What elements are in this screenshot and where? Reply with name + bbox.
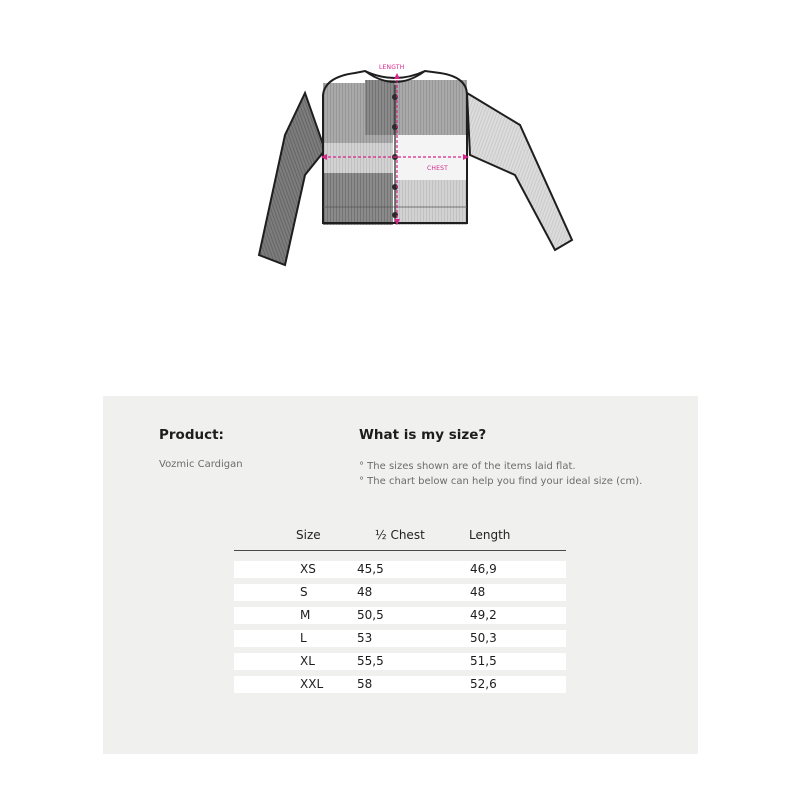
cell-size: M (300, 608, 311, 622)
product-name: Vozmic Cardigan (159, 459, 243, 470)
cell-chest: 55,5 (357, 654, 384, 668)
cardigan-illustration (245, 55, 585, 280)
cell-length: 51,5 (470, 654, 497, 668)
length-label: LENGTH (379, 64, 405, 71)
body-panel-left-mid (323, 143, 393, 173)
cell-size: XXL (300, 677, 324, 691)
size-note: ° The sizes shown are of the items laid flat. (359, 461, 576, 472)
chest-label: CHEST (427, 165, 448, 172)
header-length: Length (469, 528, 511, 542)
cell-size: XL (300, 654, 315, 668)
size-note: ° The chart below can help you find your ideal size (cm). (359, 476, 643, 487)
header-size: Size (296, 528, 321, 542)
table-header (234, 528, 566, 551)
product-heading: Product: (159, 427, 224, 443)
cell-size: XS (300, 562, 316, 576)
table-row (234, 561, 566, 578)
size-table (234, 528, 566, 699)
cell-chest: 53 (357, 631, 373, 645)
body-panel-right-top (395, 80, 467, 135)
cell-length: 50,3 (470, 631, 497, 645)
cell-size: L (300, 631, 307, 645)
cell-chest: 48 (357, 585, 373, 599)
cell-length: 46,9 (470, 562, 497, 576)
cell-length: 52,6 (470, 677, 497, 691)
body-panel-left-bottom (323, 173, 393, 225)
right-sleeve (467, 93, 572, 250)
table-row (234, 630, 566, 647)
cell-size: S (300, 585, 308, 599)
table-row (234, 653, 566, 670)
table-body (234, 561, 566, 693)
cell-chest: 45,5 (357, 562, 384, 576)
size-heading: What is my size? (359, 427, 487, 443)
table-row (234, 607, 566, 624)
table-row (234, 584, 566, 601)
length-arrow-top (394, 73, 400, 79)
cell-length: 49,2 (470, 608, 497, 622)
cell-chest: 50,5 (357, 608, 384, 622)
table-row (234, 676, 566, 693)
body-panel-right-bottom (395, 180, 467, 225)
cell-length: 48 (470, 585, 486, 599)
cardigan-drawing (245, 55, 585, 280)
left-sleeve (259, 93, 325, 265)
size-guide-card (103, 396, 698, 754)
cell-chest: 58 (357, 677, 373, 691)
size-notes (359, 459, 642, 489)
header-half-chest: ½ Chest (375, 528, 425, 542)
